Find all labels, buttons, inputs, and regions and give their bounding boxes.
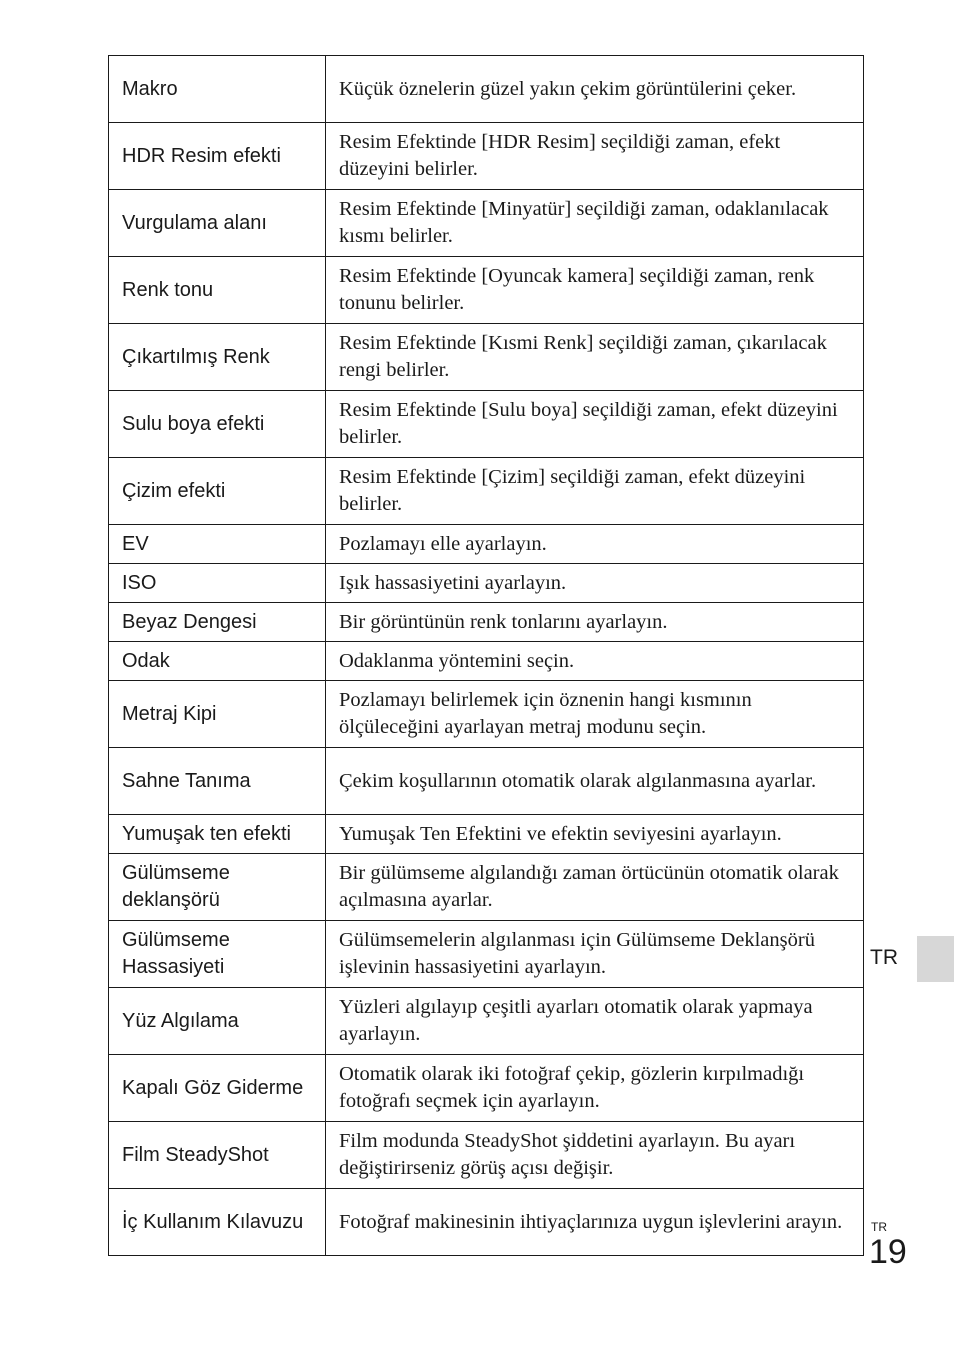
table-row — [109, 324, 864, 391]
setting-name: Kapalı Göz Giderme — [109, 1055, 326, 1122]
setting-description: Bir görüntünün renk tonlarını ayarlayın. — [326, 603, 864, 642]
setting-name: HDR Resim efekti — [109, 123, 326, 190]
setting-name: Film SteadyShot — [109, 1122, 326, 1189]
setting-description: Küçük öznelerin güzel yakın çekim görüntülerini çeker. — [326, 56, 864, 123]
table-row — [109, 681, 864, 748]
table-row — [109, 458, 864, 525]
page-number: 19 — [869, 1233, 907, 1271]
setting-name: Vurgulama alanı — [109, 190, 326, 257]
table-row — [109, 988, 864, 1055]
setting-description: Pozlamayı belirlemek için öznenin hangi kısmının ölçüleceğini ayarlayan metraj modunu seçin. — [326, 681, 864, 748]
language-tab-label: TR — [870, 946, 898, 969]
table-row — [109, 815, 864, 854]
setting-name: EV — [109, 525, 326, 564]
page-language-code: TR — [871, 1220, 887, 1234]
table-row — [109, 391, 864, 458]
setting-name: İç Kullanım Kılavuzu — [109, 1189, 326, 1256]
setting-description: Resim Efektinde [Çizim] seçildiği zaman, efekt düzeyini belirler. — [326, 458, 864, 525]
table-row — [109, 1122, 864, 1189]
setting-name: Yüz Algılama — [109, 988, 326, 1055]
setting-description: Odaklanma yöntemini seçin. — [326, 642, 864, 681]
table-row — [109, 525, 864, 564]
setting-description: Çekim koşullarının otomatik olarak algılanmasına ayarlar. — [326, 748, 864, 815]
setting-name: Yumuşak ten efekti — [109, 815, 326, 854]
setting-description: Yumuşak Ten Efektini ve efektin seviyesini ayarlayın. — [326, 815, 864, 854]
table-row — [109, 1189, 864, 1256]
setting-name: Beyaz Dengesi — [109, 603, 326, 642]
setting-name: Sahne Tanıma — [109, 748, 326, 815]
setting-name: Çizim efekti — [109, 458, 326, 525]
setting-description: Resim Efektinde [Minyatür] seçildiği zaman, odaklanılacak kısmı belirler. — [326, 190, 864, 257]
setting-name: Çıkartılmış Renk — [109, 324, 326, 391]
setting-name: Gülümseme Hassasiyeti — [109, 921, 326, 988]
setting-description: Gülümsemelerin algılanması için Gülümseme Deklanşörü işlevinin hassasiyetini ayarlayın. — [326, 921, 864, 988]
table-row — [109, 1055, 864, 1122]
table-row — [109, 854, 864, 921]
table-row — [109, 257, 864, 324]
setting-description: Otomatik olarak iki fotoğraf çekip, gözlerin kırpılmadığı fotoğrafı seçmek için ayarlayın. — [326, 1055, 864, 1122]
setting-description: Bir gülümseme algılandığı zaman örtücünün otomatik olarak açılmasına ayarlar. — [326, 854, 864, 921]
setting-description: Resim Efektinde [Sulu boya] seçildiği zaman, efekt düzeyini belirler. — [326, 391, 864, 458]
setting-description: Işık hassasiyetini ayarlayın. — [326, 564, 864, 603]
setting-name: Sulu boya efekti — [109, 391, 326, 458]
table-row — [109, 56, 864, 123]
setting-description: Resim Efektinde [Oyuncak kamera] seçildiği zaman, renk tonunu belirler. — [326, 257, 864, 324]
setting-description: Resim Efektinde [HDR Resim] seçildiği zaman, efekt düzeyini belirler. — [326, 123, 864, 190]
setting-description: Fotoğraf makinesinin ihtiyaçlarınıza uygun işlevlerini arayın. — [326, 1189, 864, 1256]
setting-name: Makro — [109, 56, 326, 123]
settings-table — [108, 55, 864, 1256]
table-row — [109, 123, 864, 190]
table-row — [109, 190, 864, 257]
setting-name: Odak — [109, 642, 326, 681]
setting-description: Yüzleri algılayıp çeşitli ayarları otomatik olarak yapmaya ayarlayın. — [326, 988, 864, 1055]
table-row — [109, 642, 864, 681]
language-side-tab — [917, 936, 954, 982]
table-row — [109, 748, 864, 815]
setting-name: Gülümseme deklanşörü — [109, 854, 326, 921]
setting-description: Resim Efektinde [Kısmi Renk] seçildiği zaman, çıkarılacak rengi belirler. — [326, 324, 864, 391]
table-row — [109, 564, 864, 603]
table-row — [109, 603, 864, 642]
setting-description: Pozlamayı elle ayarlayın. — [326, 525, 864, 564]
setting-description: Film modunda SteadyShot şiddetini ayarlayın. Bu ayarı değiştirirseniz görüş açısı değişir. — [326, 1122, 864, 1189]
setting-name: Renk tonu — [109, 257, 326, 324]
table-row — [109, 921, 864, 988]
setting-name: ISO — [109, 564, 326, 603]
setting-name: Metraj Kipi — [109, 681, 326, 748]
